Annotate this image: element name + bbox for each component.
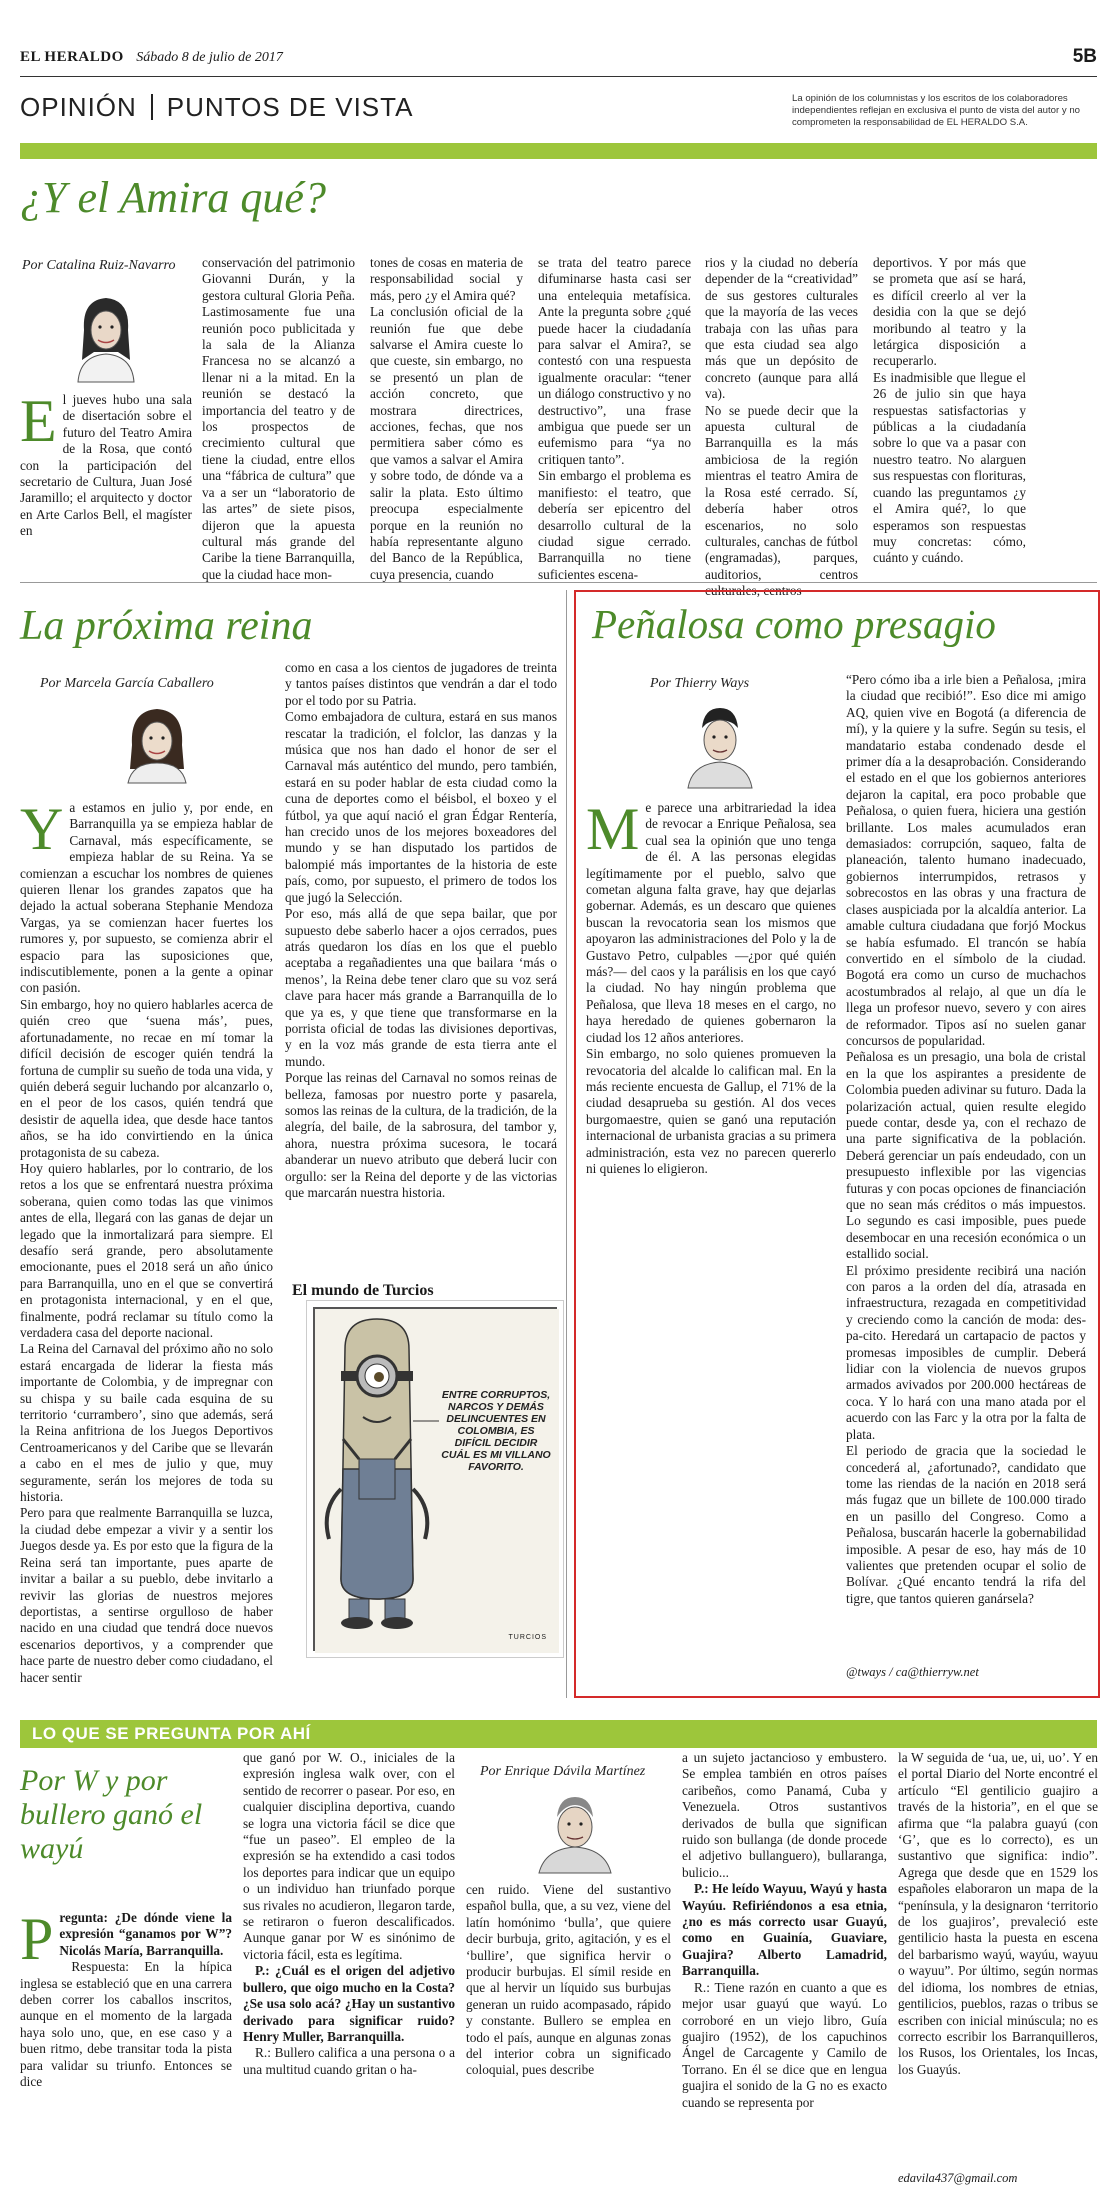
article4-col4 bbox=[682, 1750, 887, 2190]
article1-col3: tones de cosas en materia de responsabilidad social y más, pero ¿y el Amira qué? La conclusión oficial de la reunión fue que debe salvarse el Amira cueste lo que cueste, sin embargo, no se presentó un plan de acción concreto, que mostrara directrices, acciones, fechas, que nos permitiera saber cómo es que vamos a salvar el Amira y sobre todo, de dónde va a salir la plata. Esto último preocupa especialmente porque en la reunión no había representante alguno del Banco de la República, cuya presencia, cuando bbox=[370, 255, 523, 582]
header-rule bbox=[20, 76, 1097, 77]
article-title-wayu: Por W y por bullero ganó el wayú bbox=[20, 1764, 203, 1865]
article3-signoff: @tways / ca@thierryw.net bbox=[846, 1665, 979, 1679]
section-title bbox=[20, 92, 413, 123]
author-portrait-2 bbox=[122, 703, 192, 783]
divider-1 bbox=[20, 582, 1097, 583]
section-divider bbox=[151, 94, 153, 120]
answer-3: R.: Tiene razón en cuanto a que es mejor usar guayú que wayú. Lo corroboré en un viejo libro, Guía guajiro (1952), de los capuchinos Ángel de Carcagente y Camilo de Torrano. En él se dice que en lengua guajira el sonido de la G no es exacto cuando se representa por bbox=[682, 1979, 887, 2110]
answer-1-cont: que ganó por W. O., iniciales de la expresión inglesa walk over, con el sentido de recorrer o pasear. Por eso, en cualquier disciplina deportiva, cuando se logra una victoria fácil se dice que “fue un paseo”. El empleo de la expresión se ha extendido a casi todos los deportes para indicar que un equipo o un individuo han triunfado porque sus rivales no acudieron, llegaron tarde, se retiraron o fueron descalificados. Aunque ganar por W es sinónimo de victoria fácil, esta es legítima. bbox=[243, 1750, 455, 1962]
article-title-amira: ¿Y el Amira qué? bbox=[20, 173, 326, 222]
drop-cap-3: M bbox=[586, 796, 640, 862]
drop-cap-2: Y bbox=[20, 796, 64, 862]
lqsp-label: LO QUE SE PREGUNTA POR AHÍ bbox=[32, 1724, 311, 1743]
question-3: P.: He leído Wayuu, Wayú y hasta Wayúu. Refiriéndonos a esa etnia, ¿no es más correcto usar Guayú, como en Guainía, Guaviare, Guajira? Alberto Lamadrid, Barranquilla. bbox=[682, 1881, 887, 1979]
question-1: regunta: ¿De dónde viene la expresión “ganamos por W”? Nicolás María, Barranquilla. bbox=[59, 1910, 232, 1958]
lqsp-banner bbox=[20, 1720, 1097, 1748]
article2-col1 bbox=[20, 796, 273, 1697]
article4-col1 bbox=[20, 1906, 232, 2190]
drop-cap-4: P bbox=[20, 1906, 54, 1972]
article3-col1 bbox=[586, 796, 836, 1580]
drop-cap: E bbox=[20, 388, 57, 454]
article2-col1-text: a estamos en julio y, por ende, en Barranquilla ya se empieza hablar de Carnaval, más específicamente, se empieza hablar de su Reina. Ya se comienzan a escuchar los nombres de quienes quieren llenar los grandes zapatos que ha dejado la actual soberana Stephanie Mendoza Vargas, ya se comienzan hacer fuertes los rumores y, por supuesto, se comienza abrir el espacio para las suposiciones que, indiscutiblemente, ponen a la gente a opinar con pasión. Sin embargo, hoy no quiero hablarles acerca de quién creo que ‘suena más’, pues, afortunadamente, no recae en mí tomar la difícil decisión de escoger quién tendrá la fortuna de cumplir su sueño de toda una vida, y quién deberá seguir luchando por alcanzarlo o, en el peor de los casos, quién tendrá que desistir de aquella idea, que desde hace tantos años, se ha ido convirtiendo en la única protagonista de su cabeza. Hoy quiero hablarles, por lo contrario, de los retos a los que se enfrentará nuestra próxima soberana, quien como todas las que vinimos antes de ella, llegará con las ganas de dejar un legado que la inmortalizará para siempre. El desafío será grande, pero absolutamente emocionante, pues el 2018 será un año único para Barranquilla, uno en el que se convertirá en protagonista internacional, y en el que, finalmente, podrá reclamar su título como la verdadera casa del deporte nacional. La Reina del Carnaval del próximo año no solo estará encargada de liderar la fiesta más importante de Colombia, y de impregnar con su chispa y su baile cada esquina de su territorio ‘currambero’, sino que además, será la Reina anfitriona de los Juegos Deportivos Centroamericanos y del Caribe que se llevarán a cabo en el mes de julio y que, muy seguramente, serán los mejores de toda su historia. Pero para que realmente Barranquilla se luzca, la ciudad debe empezar a vivir y a sentir los Juegos desde ya. Es por esto que la figura de la Reina será tan importante, pues aparte de invitar a bailar a su pueblo, debe invitarlo a revivir las glorias de nuestros mejores deportistas, a sentirse orgulloso de haber nacido en una ciudad que tendrá doce nuevos escenarios deportivos, y a comprender que hace parte de nuestro deber como ciudadano, el hacer sentir bbox=[20, 800, 273, 1685]
article-title-reina: La próxima reina bbox=[20, 603, 313, 649]
disclaimer: La opinión de los columnistas y los escritos de los colaboradores independientes reflejan en exclusiva el punto de vista del autor y no comprometen la responsabilidad de EL HERALDO S.A. bbox=[792, 93, 1081, 128]
article4-col2 bbox=[243, 1750, 455, 2190]
comic-signature: TURCIOS bbox=[508, 1634, 547, 1641]
page-header bbox=[20, 48, 1097, 72]
article1-col1-text: l jueves hubo una sala de disertación sobre el futuro del Teatro Amira de la Rosa, que contó con la participación del secretario de Cultura, Juan José Jaramillo; el arquitecto y doctor en Arte Carlos Bell, el magíster en bbox=[20, 392, 192, 539]
article1-col5: rios y la ciudad no debería depender de la “creatividad” de sus gestores culturales que la mayoría de las veces trabaja con las uñas para que esta ciudad sea algo más que un depósito de concreto (aunque para allá va). No se puede decir que la apuesta cultural de Barranquilla es la más ambiciosa de la región mientras el teatro Amira de la Rosa esté cerrado. Sí, debería haber otros escenarios, no solo culturales, canchas de fútbol (engramadas), parques, auditorios, centros culturales, centros bbox=[705, 255, 858, 599]
article4-col3: cen ruido. Viene del sustantivo español bulla, que, a su vez, viene del latín homónimo ‘bulla’, que quiere decir burbuja, grito, agitación, y es el ‘bullire’, que significa hervir o producir burbujas. El símil reside en que al hervir un líquido sus burbujas generan un ruido acompasado, rápido y constante. Bullero se emplea en todo el país, aunque en algunas zonas del interior cobra un significado coloquial, pues describe bbox=[466, 1882, 671, 2078]
comic-title: El mundo de Turcios bbox=[292, 1282, 434, 1299]
author-email: edavila437@gmail.com bbox=[898, 2171, 1018, 2185]
comic-panel bbox=[313, 1307, 557, 1651]
article4-col5: la W seguida de ‘ua, ue, ui, uo’. Y en el portal Diario del Norte encontré el artículo “El gentilicio guajiro a través de la historia”, en el que se afirma que “la palabra guayú (con ‘G’, que es lo correcto), es un sustantivo que significa: indio”. Agrega que desde que en 1529 los españoles elaboraron un mapa de la “península, y la designaron ‘territorio de los guajiros’, prevaleció este gentilicio hasta la puesta en escena del barbarismo wayú, wayúu, wayuu o wayuu”. Por último, según normas del idioma, los nombres de etnias, gentilicios, pueblos, razas o tribus se escriben con inicial minúscula; no es correcto escribir los Barranquilleros, los Rusos, los Orientales, los Incas, los Guayús. bbox=[898, 1750, 1098, 2077]
comic-speech-text: ENTRE CORRUPTOS, NARCOS Y DEMÁS DELINCUENTES EN COLOMBIA, ES DIFÍCIL DECIDIR CUÁL ES MI VILLANO FAVORITO. bbox=[441, 1389, 551, 1473]
article2-col2: como en casa a los cientos de jugadores de treinta y tantos países distintos que vendrán a dar el todo por el todo por su Patria. Como embajadora de cultura, estará en sus manos rescatar la tradición, el folclor, las danzas y la música que nos han dado el honor de ser el Carnaval más auténtico del mundo, pero también, estará en su poder hablar de esta ciudad como la cuna de deportes como el béisbol, el boxeo y el fútbol, ya que aquí nació el gran Édgar Rentería, han crecido unos de los mejores boxeadores del mundo y se han disputado los partidos de balompié más importantes de la historia de este país, como, por supuesto, el primero de todos los que jugó la Selección. Por eso, más allá de que sepa bailar, que por supuesto debe saberlo hacer a ojos cerrados, pues atrás quedaron los días en los que el pueblo aceptaba a regañadientes una que bailara ‘más o menos’, la Reina debe tener claro que su voz será clave para hacer más grande a Barranquilla de lo que ya es, y que tiene que transformarse en la porrista oficial de todas las divisiones deportivas, y en la voz más grande de esta tierra ante el mundo. Porque las reinas del Carnaval no somos reinas de belleza, famosas por nuestro porte y pasarela, somos las reinas de la cultura, de la tradición, de la alegría, del baile, de la sabrosura, del tambor y, ahora, nuestra próxima sucesora, le tocará abanderar un nuevo atributo que deberá lucir con orgullo: ser la Reina del deporte y de las victorias que marcarán nuestra historia. bbox=[285, 660, 557, 1200]
byline-davila-martinez: Por Enrique Dávila Martínez bbox=[480, 1764, 646, 1779]
byline-ruiz-navarro: Por Catalina Ruiz-Navarro bbox=[22, 258, 176, 273]
byline-garcia-caballero: Por Marcela García Caballero bbox=[40, 676, 214, 691]
answer-2: R.: Bullero califica a una persona o a una multitud cuando gritan o ha- bbox=[243, 2045, 455, 2077]
author-portrait-3 bbox=[682, 700, 756, 788]
section-opinion: OPINIÓN bbox=[20, 92, 137, 122]
article1-col2: conservación del patrimonio Giovanni Durán, y la gestora cultural Gloria Peña. Lastimosamente fue una reunión poco publicitada y la sala de la Alianza Francesa no se alcanzó a llenar ni a la mitad. En la reunión se destacó la importancia del teatro y de los prospectos de crecimiento cultural que tiene la ciudad, entre ellos una “fábrica de cultura” que va a ser un “laboratorio de las artes” de siete pisos, dijeron que la apuesta cultural más grande del Caribe la tiene Barranquilla, que la ciudad hace mon- bbox=[202, 255, 355, 582]
question-2: P.: ¿Cuál es el origen del adjetivo bullero, que oigo mucho en la Costa? ¿Se usa solo acá? ¿Hay un sustantivo derivado para significar ruido? Henry Muller, Barranquilla. bbox=[243, 1963, 455, 2044]
article1-col6: deportivos. Y por más que se prometa que así se hará, es difícil creerlo al ver la desidia con la que se dejó moribundo al teatro y la letárgica disposición a recuperarlo. Es inadmisible que llegue el 26 de julio sin que haya respuestas satisfactorias y públicas a la ciudadanía sobre lo que va a pasar con nuestro teatro. No alarguen sus respuestas con florituras, cuando las preguntamos ¿y el Amira qué?, lo que esperamos son respuestas muy concretas: cómo, cuánto y cuándo. bbox=[873, 255, 1026, 566]
answer-2-cont: a un sujeto jactancioso y embustero. Se emplea también en otros países caribeños, como Panamá, Cuba y Venezuela. Otros sustantivos derivados de bulla que significan ruido son bullanga (de donde procede el adjetivo bullanguero), bullaranga, bulicio... bbox=[682, 1750, 887, 1880]
author-portrait-4 bbox=[535, 1787, 615, 1873]
page-number: 5B bbox=[1072, 46, 1097, 67]
author-portrait bbox=[70, 290, 142, 382]
issue-date: Sábado 8 de julio de 2017 bbox=[136, 50, 283, 65]
article3-col1-text: e parece una arbitrariedad la idea de revocar a Enrique Peñalosa, sea cual sea la opinión que uno tenga de él. A las personas elegidas legítimamente por el pueblo, salvo que cometan alguna falta grave, hay que dejarlas gobernar. Además, es un descaro que quienes buscan la revocatoria sean los mismos que apoyaron las administraciones del Polo y la de Gustavo Petro, culpables —¿por qué quién más?— del caos y la parálisis en los que cayó la ciudad. No hay ningún problema que Peñalosa, que lleva 18 meses en el cargo, no haya heredado de quienes gobernaron la ciudad los 12 años anteriores. Sin embargo, no solo quienes promueven la revocatoria del alcalde lo califican mal. En la más reciente encuesta de Gallup, el 71% de la ciudad desaprueba su gestión. Al dos veces burgomaestre, quien se ganó una reputación internacional de urbanista gracias a su primera administración, esta vez no parecen quererlo ni quienes lo eligieron. bbox=[586, 800, 836, 1176]
answer-1: Respuesta: En la hípica inglesa se estableció que en una carrera deben correr los caballos inscritos, aunque en el momento de la largada haya solo uno, que, en ese caso y a buen ritmo, debe transitar toda la pista para validar su triunfo. Entonces se dice bbox=[20, 1959, 232, 2090]
minion-illustration bbox=[315, 1309, 559, 1653]
column-divider bbox=[566, 590, 567, 1698]
article-title-penalosa: Peñalosa como presagio bbox=[592, 601, 996, 647]
article3-col2: “Pero cómo iba a irle bien a Peñalosa, ¡mira la ciudad que recibió!”. Eso dice mi amigo AQ, quien vive en Bogotá (a diferencia de mí), y la quiere y la sufre. Según su tesis, el mandatario estaba condenado desde el primer día a la desaprobación. Considerando el estado en el que los gobiernos anteriores dejaron la capital, era poco probable que Peñalosa, o quien fuera, hiciera una gestión brillante. Los males acumulados eran demasiados: corrupción, saqueo, falta de planeación, talento humano inadecuado, gobiernos interrumpidos, retrasos y sobrecostos en las obras y una fractura de clases auspiciada por la alcaldía anterior. La amable cultura ciudadana que forjó Mockus se había esfumado. El trancón se había convertido en el símbolo de la ciudad. Bogotá era como un curso de muchachos acostumbrados al relajo, al que un día le llega un profesor nuevo, severo y con aires de reformador. Tipos así no suelen ganar concursos de popularidad. Peñalosa es un presagio, una bola de cristal en la que los aspirantes a presidente de Colombia pueden adivinar su futuro. Dada la polarización actual, quien resulte elegido puede contar, desde ya, con el rechazo de una parte significativa de la población. Deberá gerenciar un país endeudado, con un presupuesto inflexible por las vigencias futuras y con pocas opciones de financiación que no sean más créditos o más impuestos. Lo segundo es casi imposible, pues puede desembocar en una recesión económica o un estallido social. El próximo presidente recibirá una nación con paros a la orden del día, atrasada en infraestructura, rezagada en competitividad y creciendo como la canción de moda: des-pa-cito. Heredará un cartapacio de pactos y promesas imposibles de cumplir. Deberá lidiar con la violencia de nuevos grupos armados avivados por 200.000 hectáreas de coca. Y lo hará con una mano atada por el acuerdo con las Farc y la otra por la falta de plata. El periodo de gracia que la sociedad le concederá al, ¿afortunado?, candidato que tome las riendas de la nación en 2018 será más fugaz que un billete de 100.000 tirado en un pasillo del Congreso. Como a Peñalosa, buscarán hacerle la gobernabilidad imposible. A pesar de eso, hay más de 10 valientes que pretenden ocupar el solio de Bolívar. ¿Qué encanto tendrá la rifa del tigre, que tantos quieren ganársela? bbox=[846, 672, 1086, 1606]
newspaper-name: EL HERALDO bbox=[20, 49, 124, 65]
section-puntos: PUNTOS DE VISTA bbox=[166, 92, 414, 122]
article1-col1 bbox=[20, 388, 192, 572]
byline-thierry-ways: Por Thierry Ways bbox=[650, 676, 750, 691]
top-green-bar bbox=[20, 143, 1097, 159]
article1-col4: se trata del teatro parece difuminarse hasta casi ser una entelequia metafísica. Ante la pregunta sobre ¿qué puede hacer la ciudadanía para salvar el Amira?, se contestó con una respuesta igualmente oracular: “tener un diálogo constructivo y no destructivo”, una frase ambigua que puede ser un eufemismo para “ya no critiquen tanto”. Sin embargo el problema es manifiesto: el teatro, que debería ser epicentro del desarrollo cultural de la ciudad sigue cerrado. Barranquilla no tiene suficientes escena- bbox=[538, 255, 691, 582]
